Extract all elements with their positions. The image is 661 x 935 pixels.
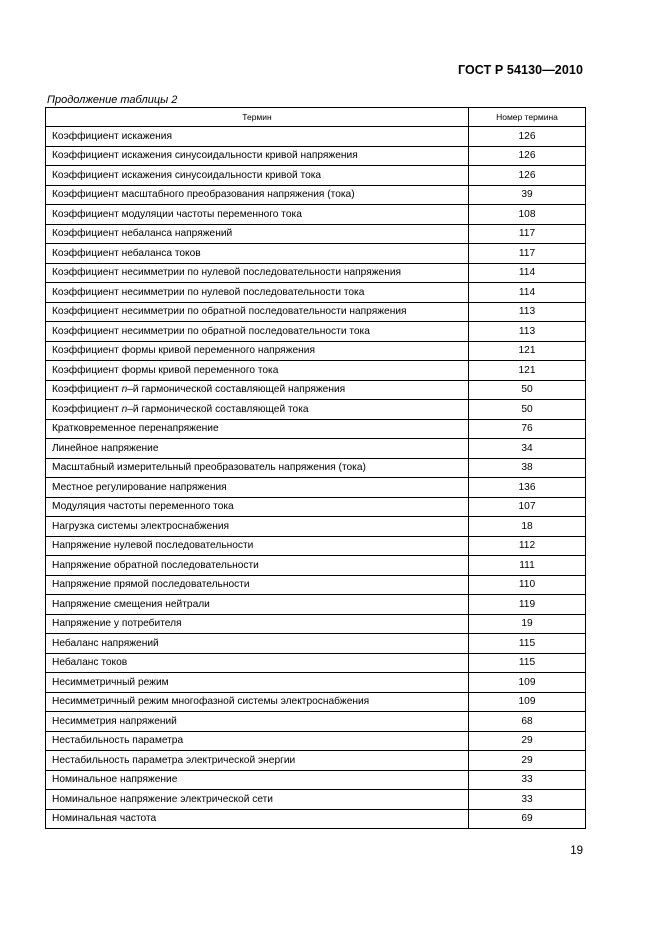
term-cell: Нагрузка системы электроснабжения — [46, 517, 469, 537]
term-number-cell: 19 — [469, 614, 586, 634]
term-number-cell: 29 — [469, 731, 586, 751]
term-cell: Коэффициент несимметрии по нулевой последовательности тока — [46, 283, 469, 303]
term-number-cell: 112 — [469, 536, 586, 556]
term-cell: Коэффициент искажения — [46, 127, 469, 147]
table-row — [46, 595, 586, 615]
table-row — [46, 731, 586, 751]
term-cell: Напряжение нулевой последовательности — [46, 536, 469, 556]
page-number: 19 — [570, 845, 583, 857]
term-number-cell: 76 — [469, 419, 586, 439]
table-row — [46, 712, 586, 732]
table-row — [46, 419, 586, 439]
table-row — [46, 770, 586, 790]
term-cell: Коэффициент масштабного преобразования напряжения (тока) — [46, 185, 469, 205]
term-cell: Коэффициент n–й гармонической составляющей тока — [46, 400, 469, 420]
table-row — [46, 185, 586, 205]
term-number-cell: 50 — [469, 380, 586, 400]
term-cell: Напряжение у потребителя — [46, 614, 469, 634]
term-number-cell: 113 — [469, 302, 586, 322]
term-number-cell: 107 — [469, 497, 586, 517]
term-cell: Небаланс токов — [46, 653, 469, 673]
term-number-cell: 18 — [469, 517, 586, 537]
term-cell: Номинальное напряжение электрической сети — [46, 790, 469, 810]
term-number-cell: 126 — [469, 146, 586, 166]
term-number-cell: 34 — [469, 439, 586, 459]
term-number-cell: 33 — [469, 770, 586, 790]
term-cell: Коэффициент несимметрии по обратной последовательности тока — [46, 322, 469, 342]
table-row — [46, 556, 586, 576]
term-number-cell: 68 — [469, 712, 586, 732]
table-row — [46, 439, 586, 459]
table-row — [46, 166, 586, 186]
term-cell: Номинальное напряжение — [46, 770, 469, 790]
term-number-cell: 121 — [469, 341, 586, 361]
term-cell: Масштабный измерительный преобразователь напряжения (тока) — [46, 458, 469, 478]
term-cell: Номинальная частота — [46, 809, 469, 829]
term-number-cell: 115 — [469, 634, 586, 654]
term-cell: Коэффициент искажения синусоидальности кривой тока — [46, 166, 469, 186]
term-cell: Нестабильность параметра электрической энергии — [46, 751, 469, 771]
table-row — [46, 809, 586, 829]
term-number-cell: 50 — [469, 400, 586, 420]
table-row — [46, 692, 586, 712]
table-row — [46, 614, 586, 634]
table-row — [46, 341, 586, 361]
term-cell: Коэффициент искажения синусоидальности кривой напряжения — [46, 146, 469, 166]
term-cell: Коэффициент формы кривой переменного напряжения — [46, 341, 469, 361]
table-header-row — [46, 108, 586, 127]
table-caption: Продолжение таблицы 2 — [47, 94, 178, 106]
term-number-cell: 38 — [469, 458, 586, 478]
table-row — [46, 283, 586, 303]
term-number-cell: 33 — [469, 790, 586, 810]
table-row — [46, 790, 586, 810]
term-cell: Несимметричный режим — [46, 673, 469, 693]
term-cell: Напряжение прямой последовательности — [46, 575, 469, 595]
document-code: ГОСТ Р 54130—2010 — [457, 63, 583, 77]
table-row — [46, 653, 586, 673]
term-number-cell: 110 — [469, 575, 586, 595]
term-cell: Напряжение обратной последовательности — [46, 556, 469, 576]
term-cell: Линейное напряжение — [46, 439, 469, 459]
table-row — [46, 322, 586, 342]
table-row — [46, 575, 586, 595]
table-row — [46, 224, 586, 244]
table-row — [46, 380, 586, 400]
term-cell: Коэффициент небаланса напряжений — [46, 224, 469, 244]
table-row — [46, 302, 586, 322]
table-row — [46, 517, 586, 537]
term-number-cell: 39 — [469, 185, 586, 205]
table-row — [46, 497, 586, 517]
table-row — [46, 127, 586, 147]
table-row — [46, 478, 586, 498]
term-cell: Модуляция частоты переменного тока — [46, 497, 469, 517]
term-number-cell: 111 — [469, 556, 586, 576]
term-cell: Несимметрия напряжений — [46, 712, 469, 732]
term-number-cell: 126 — [469, 127, 586, 147]
table-row — [46, 458, 586, 478]
term-number-cell: 108 — [469, 205, 586, 225]
term-cell: Нестабильность параметра — [46, 731, 469, 751]
term-cell: Небаланс напряжений — [46, 634, 469, 654]
term-cell: Кратковременное перенапряжение — [46, 419, 469, 439]
term-number-cell: 136 — [469, 478, 586, 498]
term-number-cell: 117 — [469, 244, 586, 264]
table-row — [46, 536, 586, 556]
term-number-cell: 114 — [469, 283, 586, 303]
table-row — [46, 205, 586, 225]
term-number-cell: 29 — [469, 751, 586, 771]
table-row — [46, 400, 586, 420]
column-header-number: Номер термина — [469, 108, 586, 127]
table-row — [46, 263, 586, 283]
term-cell: Коэффициент формы кривой переменного тока — [46, 361, 469, 381]
term-cell: Коэффициент n–й гармонической составляющей напряжения — [46, 380, 469, 400]
table-row — [46, 146, 586, 166]
term-number-cell: 115 — [469, 653, 586, 673]
term-number-cell: 119 — [469, 595, 586, 615]
term-number-cell: 109 — [469, 692, 586, 712]
term-cell: Коэффициент модуляции частоты переменного тока — [46, 205, 469, 225]
term-cell: Напряжение смещения нейтрали — [46, 595, 469, 615]
term-cell: Коэффициент несимметрии по нулевой последовательности напряжения — [46, 263, 469, 283]
table-row — [46, 751, 586, 771]
term-number-cell: 117 — [469, 224, 586, 244]
table-body — [46, 127, 586, 829]
term-cell: Несимметричный режим многофазной системы электроснабжения — [46, 692, 469, 712]
table-row — [46, 673, 586, 693]
term-number-cell: 126 — [469, 166, 586, 186]
term-number-cell: 69 — [469, 809, 586, 829]
term-cell: Местное регулирование напряжения — [46, 478, 469, 498]
table-row — [46, 361, 586, 381]
term-cell: Коэффициент несимметрии по обратной последовательности напряжения — [46, 302, 469, 322]
term-number-cell: 114 — [469, 263, 586, 283]
column-header-term: Термин — [46, 108, 469, 127]
term-cell: Коэффициент небаланса токов — [46, 244, 469, 264]
term-number-cell: 109 — [469, 673, 586, 693]
terms-table — [45, 107, 586, 829]
term-number-cell: 113 — [469, 322, 586, 342]
table-row — [46, 634, 586, 654]
term-number-cell: 121 — [469, 361, 586, 381]
table-row — [46, 244, 586, 264]
